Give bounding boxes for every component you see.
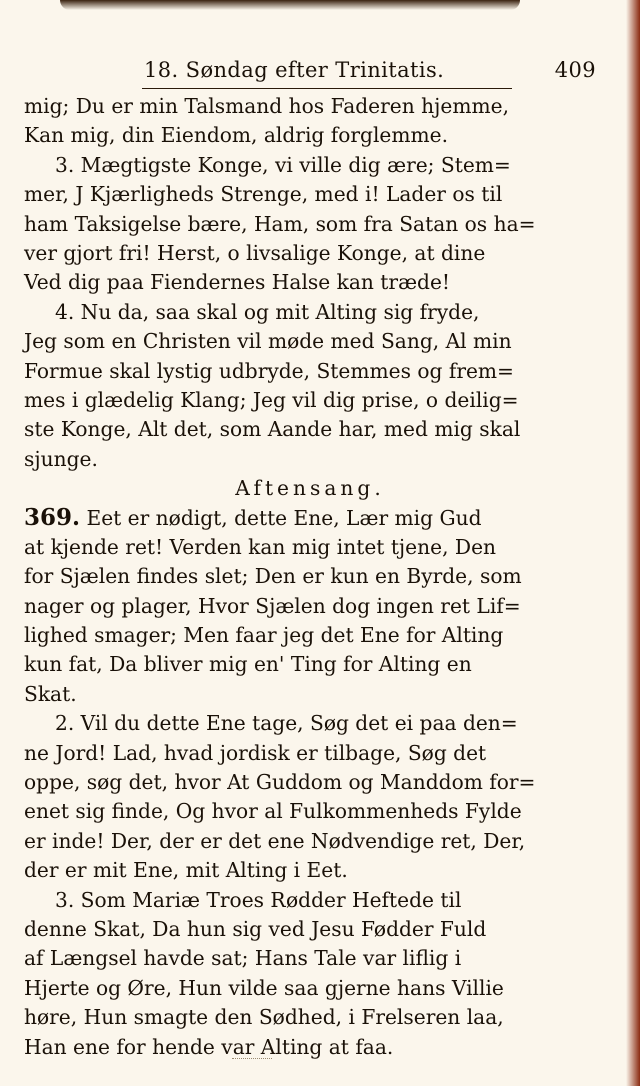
text-line: kun fat, Da bliver mig en' Ting for Alting en — [24, 652, 472, 677]
text-line: for Sjælen findes slet; Den er kun en Byrde, som — [24, 564, 522, 589]
text-line: 3. Som Mariæ Troes Rødder Heftede til — [55, 887, 462, 912]
text-line: 4. Nu da, saa skal og mit Alting sig fryde, — [55, 299, 480, 324]
book-page — [24, 58, 596, 1062]
text-line: 3. Mægtigste Konge, vi ville dig ære; Stem= — [55, 152, 511, 177]
text-line: af Længsel havde sat; Hans Tale var liflig i — [24, 946, 462, 971]
text-line: høre, Hun smagte den Sødhed, i Frelseren laa, — [24, 1005, 504, 1030]
running-head — [24, 58, 596, 92]
text-line: Jeg som en Christen vil møde med Sang, Al min — [24, 329, 512, 354]
hymn-number: 369. — [24, 504, 81, 532]
text-line: at kjende ret! Verden kan mig intet tjene, Den — [24, 534, 497, 559]
text-line: Hjerte og Øre, Hun vilde saa gjerne hans Villie — [24, 975, 504, 1000]
text-line: nager og plager, Hvor Sjælen dog ingen ret Lif= — [24, 593, 521, 618]
text-line: ham Taksigelse bære, Ham, som fra Satan os ha= — [24, 211, 536, 236]
header-rule — [142, 88, 512, 89]
text-line: mig; Du er min Talsmand hos Faderen hjemme, — [24, 94, 509, 118]
page-edge-right — [626, 0, 640, 1086]
text-line: 2. Vil du dette Ene tage, Søg det ei paa den= — [55, 711, 518, 736]
hymn-text — [24, 533, 596, 1062]
text-line: Kan mig, din Eiendom, aldrig forglemme. — [24, 123, 448, 148]
text-line: der er mit Ene, mit Alting i Eet. — [24, 858, 348, 883]
running-head-title: 18. Søndag efter Trinitatis. — [144, 58, 445, 82]
text-line: Han ene for hende var Alting at faa. — [24, 1034, 394, 1059]
hymn-first-line-text: Eet er nødigt, dette Ene, Lær mig Gud — [86, 506, 482, 531]
bottom-mark — [232, 1058, 272, 1059]
text-line: er inde! Der, der er det ene Nødvendige ret, Der, — [24, 828, 526, 853]
text-line: ste Konge, Alt det, som Aande har, med mig skal — [24, 417, 521, 442]
text-line: ne Jord! Lad, hvad jordisk er tilbage, Søg det — [24, 740, 487, 765]
text-line: mes i glædelig Klang; Jeg vil dig prise, o deilig= — [24, 387, 519, 412]
text-line: Ved dig paa Fiendernes Halse kan træde! — [24, 270, 451, 295]
text-line: sjunge. — [24, 446, 98, 471]
text-line: Formue skal lystig udbryde, Stemmes og frem= — [24, 358, 514, 383]
text-line: enet sig finde, Og hvor al Fulkommenheds Fylde — [24, 799, 522, 824]
page-body — [24, 92, 596, 1062]
text-line: mer, J Kjærligheds Strenge, med i! Lader os til — [24, 182, 503, 207]
text-line: oppe, søg det, hvor At Guddom og Manddom for= — [24, 769, 536, 794]
text-line: lighed smager; Men faar jeg det Ene for Alting — [24, 623, 504, 648]
text-line: denne Skat, Da hun sig ved Jesu Fødder Fuld — [24, 916, 487, 941]
section-heading: Aftensang. — [235, 476, 385, 501]
page-edge-shadow — [60, 0, 520, 10]
text-line: Skat. — [24, 681, 77, 706]
hymn-first-line — [24, 503, 596, 532]
previous-hymn-text — [24, 92, 596, 474]
page-number: 409 — [554, 58, 596, 82]
text-line: ver gjort fri! Herst, o livsalige Konge, at dine — [24, 240, 486, 265]
